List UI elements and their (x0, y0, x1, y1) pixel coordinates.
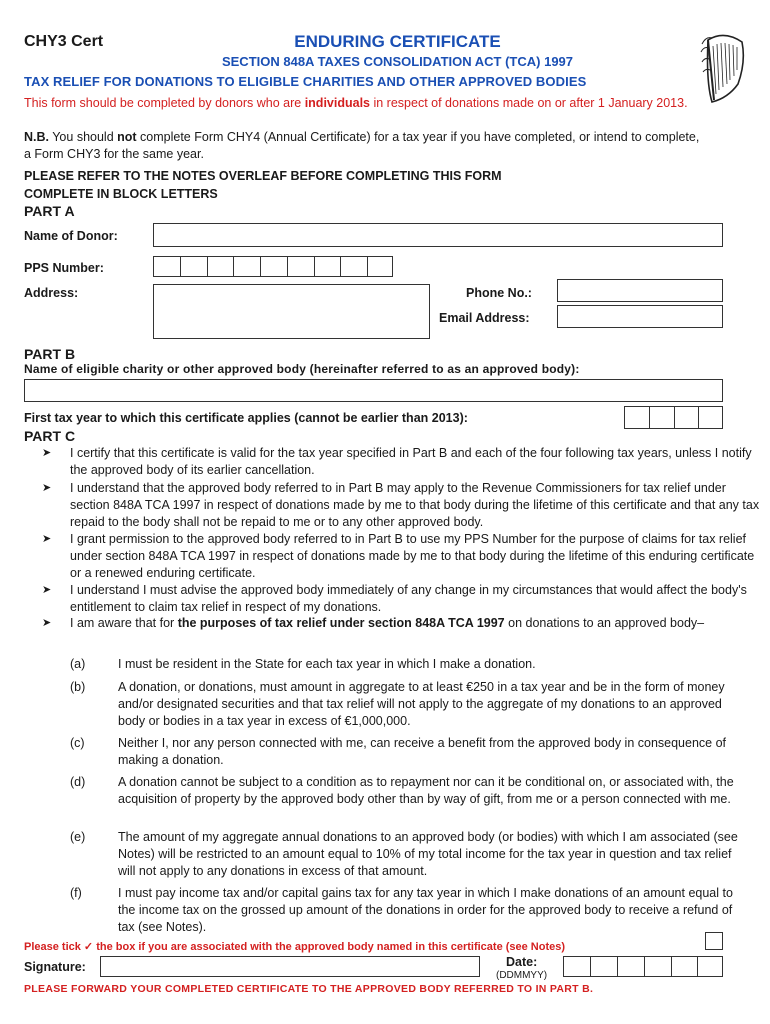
block-letters: COMPLETE IN BLOCK LETTERS (24, 187, 218, 201)
refer-notes: PLEASE REFER TO THE NOTES OVERLEAF BEFORE COMPLETING THIS FORM (24, 169, 502, 183)
last-bullet-bold: the purposes of tax relief under section 848A TCA 1997 (177, 616, 505, 630)
part-c-heading: PART C (24, 428, 76, 444)
year-cell[interactable] (699, 407, 722, 428)
arrow-bullet-icon: ➤ (42, 533, 52, 545)
date-cell[interactable] (672, 957, 698, 976)
pps-cell[interactable] (234, 257, 261, 276)
condition-text: A donation cannot be subject to a condition as to repayment nor can it be conditional on, or associated with, the acquisition of property by the approved body other than by way of gift, from me or a person connected with me. (118, 775, 734, 806)
declaration-bullet: I understand I must advise the approved body immediately of any change in my circumstances that would affect the body's entitlement to claim tax relief in respect of my donations. (70, 583, 747, 614)
nb-label: N.B. (24, 130, 49, 144)
pps-cell[interactable] (208, 257, 235, 276)
donor-label: Name of Donor: (24, 229, 118, 243)
date-label: Date: (506, 955, 538, 969)
date-cell[interactable] (591, 957, 618, 976)
pps-number-field[interactable] (153, 256, 393, 277)
declaration-bullet: I understand that the approved body referred to in Part B may apply to the Revenue Commissioners for tax relief under section 848A TCA 1997 in respect of donations made by me to that body during the lifetime of this certificate and that any tax repaid to the body shall not be repaid to me or to any other approved body. (70, 481, 760, 529)
donor-name-field[interactable] (153, 223, 723, 247)
intro-notice (24, 95, 714, 112)
email-field[interactable] (557, 305, 723, 328)
form-code: CHY3 Cert (24, 33, 104, 50)
first-tax-year-label: First tax year to which this certificate applies (cannot be earlier than 2013): (24, 411, 468, 425)
arrow-bullet-icon: ➤ (42, 617, 52, 629)
condition-label: (c) (70, 736, 85, 750)
last-bullet-pre: I am aware that for (70, 616, 178, 630)
pps-cell[interactable] (341, 257, 368, 276)
last-bullet-post: on donations to an approved body– (504, 616, 705, 630)
condition-text: I must pay income tax and/or capital gains tax for any tax year in which I make donations of an amount equal to the income tax on the grossed up amount of the donations in order for the approved body to receive a refund of tax (see Notes). (118, 886, 733, 934)
pps-cell[interactable] (288, 257, 315, 276)
declaration-bullet-last (70, 615, 760, 632)
declaration-bullet: I certify that this certificate is valid for the tax year specified in Part B and each of the four following tax years, unless I notify the approved body of its earlier cancellation. (70, 446, 752, 477)
condition-label: (d) (70, 775, 86, 789)
part-b-heading: PART B (24, 346, 76, 362)
condition-label: (f) (70, 886, 82, 900)
pps-cell[interactable] (261, 257, 288, 276)
phone-field[interactable] (557, 279, 723, 302)
intro-notice-pre: This form should be completed by donors who are (24, 96, 305, 110)
pps-label: PPS Number: (24, 261, 104, 275)
email-label: Email Address: (439, 311, 530, 325)
date-cell[interactable] (618, 957, 645, 976)
pps-cell[interactable] (368, 257, 392, 276)
forward-notice: PLEASE FORWARD YOUR COMPLETED CERTIFICATE TO THE APPROVED BODY REFERRED TO IN PART B. (24, 983, 594, 995)
condition-label: (b) (70, 680, 86, 694)
part-a-heading: PART A (24, 203, 75, 219)
nb-pre: You should (49, 130, 118, 144)
intro-notice-post: in respect of donations made on or after 1 January 2013. (370, 96, 688, 110)
date-cell[interactable] (698, 957, 722, 976)
date-cell[interactable] (564, 957, 591, 976)
signature-label: Signature: (24, 960, 86, 974)
year-cell[interactable] (650, 407, 675, 428)
arrow-bullet-icon: ➤ (42, 482, 52, 494)
signature-field[interactable] (100, 956, 480, 977)
condition-label: (e) (70, 830, 86, 844)
arrow-bullet-icon: ➤ (42, 584, 52, 596)
subtitle-2: TAX RELIEF FOR DONATIONS TO ELIGIBLE CHARITIES AND OTHER APPROVED BODIES (24, 74, 587, 89)
date-cell[interactable] (645, 957, 672, 976)
date-format-hint: (DDMMYY) (496, 970, 548, 981)
pps-cell[interactable] (181, 257, 208, 276)
intro-notice-bold: individuals (304, 96, 370, 110)
arrow-bullet-icon: ➤ (42, 447, 52, 459)
page-title: ENDURING CERTIFICATE (294, 32, 501, 51)
condition-label: (a) (70, 657, 86, 671)
associated-tick-notice: Please tick ✓ the box if you are associated with the approved body named in this certificate (see Notes) (24, 941, 566, 953)
condition-text: Neither I, nor any person connected with me, can receive a benefit from the approved body in consequence of making a donation. (118, 736, 727, 767)
phone-label: Phone No.: (466, 286, 532, 300)
condition-text: A donation, or donations, must amount in aggregate to at least €250 in a tax year and be in the form of money and/or designated securities and that tax relief will not apply to the aggregate of my donations to an approved body or bodies in a tax year in excess of €1,000,000. (118, 680, 725, 728)
address-label: Address: (24, 286, 79, 300)
condition-text: I must be resident in the State for each tax year in which I make a donation. (118, 657, 536, 671)
tax-year-field[interactable] (624, 406, 723, 429)
associated-checkbox[interactable] (705, 932, 723, 950)
condition-text: The amount of my aggregate annual donations to an approved body (or bodies) with which I am associated (see Notes) will be restricted to an amount equal to 10% of my total income for the tax year in question and tax relief will not apply to any donations in excess of that amount. (118, 830, 738, 878)
pps-cell[interactable] (154, 257, 181, 276)
address-field[interactable] (153, 284, 430, 339)
nb-bold: not (117, 130, 137, 144)
approved-body-field[interactable] (24, 379, 723, 402)
subtitle: SECTION 848A TAXES CONSOLIDATION ACT (TCA) 1997 (221, 54, 574, 69)
date-field[interactable] (563, 956, 723, 977)
year-cell[interactable] (675, 407, 699, 428)
pps-cell[interactable] (315, 257, 342, 276)
nb-post: complete Form CHY4 (Annual Certificate) for a tax year if you have completed, or intend to complete, a Form CHY3 for the same year. (24, 130, 700, 161)
year-cell[interactable] (625, 407, 650, 428)
declaration-bullet: I grant permission to the approved body referred to in Part B to use my PPS Number for the purpose of claims for tax relief under section 848A TCA 1997 in respect of donations made by me to that body during the lifetime of this enduring certificate or a renewed enduring certificate. (70, 532, 755, 580)
nb-notice (24, 129, 704, 162)
approved-body-label: Name of eligible charity or other approved body (hereinafter referred to as an approved body): (24, 362, 580, 376)
